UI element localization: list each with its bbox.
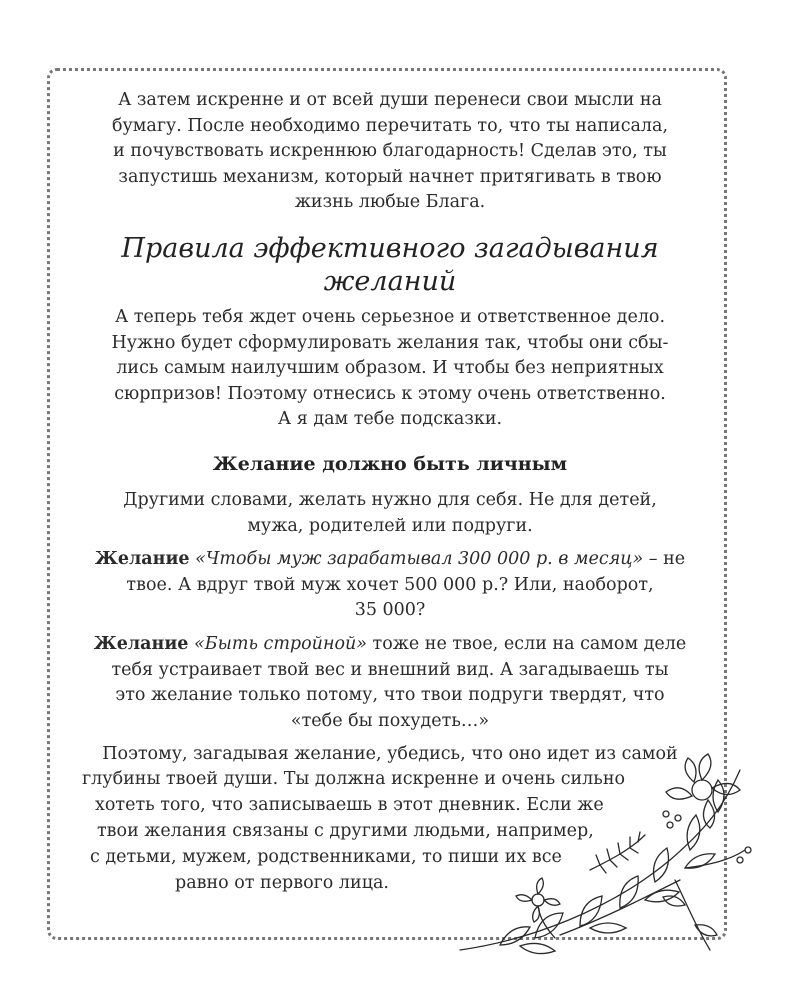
text-line: мужа, родителей или подруги. [247, 515, 533, 536]
section-heading [80, 232, 700, 298]
text-line: 35 000? [354, 600, 426, 620]
text-line: Другими словами, желать нужно для себя. Не для детей, [123, 490, 657, 510]
heading-line: желаний [323, 266, 457, 297]
text-line: запустишь механизм, который начнет притягивать в твою [118, 166, 662, 187]
example-quote: «Чтобы муж зарабатывал 300 000 р. в месяц» [195, 549, 644, 569]
floral-ornament-icon [440, 750, 770, 965]
text-line: и почувствовать искреннюю благодарность! Сделав это, ты [113, 141, 667, 161]
text-line: А я дам тебе подсказки. [277, 409, 503, 429]
text-line: с детьми, мужем, родственниками, то пиши их все [90, 847, 562, 867]
rule-paragraph [80, 488, 700, 539]
text-line: Поэтому, загадывая желание, убедись, что оно идет из самой [102, 744, 678, 764]
heading-line: Правила эффективного загадывания [121, 233, 659, 264]
text-line: равно от первого лица. [175, 873, 389, 893]
text-line: тебя устраивает твой вес и внешний вид. А загадываешь ты [111, 659, 669, 680]
section-intro-paragraph [80, 305, 700, 433]
example-quote: «Быть стройной» [194, 634, 367, 654]
text-line: это желание только потому, что твои подруги твердят, что [115, 685, 665, 705]
text-line: тоже не твое, если на самом деле [366, 634, 687, 654]
text-line: А теперь тебя ждет очень серьезное и ответственное дело. [114, 307, 666, 327]
text-line: лись самым наилучшим образом. И чтобы без неприятных [116, 358, 664, 378]
text-line: твое. А вдруг твой муж хочет 500 000 р.? Или, наоборот, [126, 574, 654, 595]
example-paragraph-2 [80, 632, 700, 734]
text-line: жизнь любые Блага. [294, 192, 486, 212]
text-line: хотеть того, что записываешь в этот дневник. Если же [95, 795, 604, 815]
example-label: Желание [94, 549, 190, 569]
rule-subheading: Желание должно быть личным [212, 453, 568, 475]
example-paragraph-1 [80, 547, 700, 624]
text-line: бумагу. После необходимо перечитать то, что ты написала, [111, 115, 669, 136]
text-line: глубины твоей души. Ты должна искренне и очень сильно [82, 769, 626, 789]
text-line: Нужно будет сформулировать желания так, чтобы они сбы- [111, 332, 669, 353]
text-line: – не [643, 549, 686, 569]
text-line: сюрпризов! Поэтому отнесись к этому очень ответственно. [114, 383, 666, 404]
intro-paragraph [80, 88, 700, 216]
example-label: Желание [93, 634, 189, 654]
text-line: «тебе бы похудеть…» [290, 710, 490, 731]
text-line: твои желания связаны с другими людьми, например, [97, 821, 594, 841]
text-line: А затем искренне и от всей души перенеси свои мысли на [118, 90, 662, 110]
